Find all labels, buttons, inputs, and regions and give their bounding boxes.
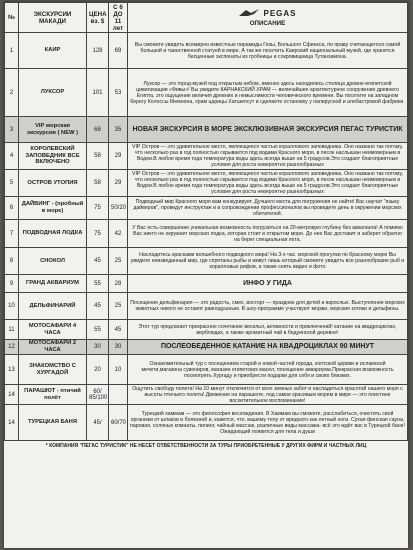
child-price: 10 [109, 355, 128, 385]
excursion-name: СНОКОЛ [19, 248, 87, 275]
adult-price: 45 [87, 293, 109, 320]
excursion-name: КАИР [19, 33, 87, 69]
table-row [5, 143, 408, 170]
excursion-description: Турецкий хаммам — это философия восхождения. В Хаммам вы сможете, расслабиться, очистить свой организм от шлаков и болезней и, кажется, что, вашему телу от вредного как летный ноги. Сухая финская сауна, паровая, соляных комнаты, пилинг, чайный массаж, различные виды массажа- всё это ждёт вас в Турецкой бане! Ожидающий появится для тела и души [128, 405, 408, 441]
excursion-name: МОТОСАФАРИ 2 ЧАСА [19, 340, 87, 355]
adult-price: 55 [87, 320, 109, 340]
description-title: ОПИСАНИЕ [249, 20, 286, 27]
col-description [128, 3, 408, 33]
row-number: 3 [5, 117, 19, 143]
excursion-name: ДАЙВИНГ - (пробный в море) [19, 197, 87, 220]
table-row [5, 405, 408, 441]
table-row [5, 197, 408, 220]
child-price: 50/20 [109, 197, 128, 220]
excursion-name: ГРАНД АКВАРИУМ [19, 275, 87, 293]
child-price: 53 [109, 69, 128, 117]
child-price: 35 [109, 117, 128, 143]
excursion-name: ПАРАШЮТ - птичий полёт [19, 385, 87, 405]
table-row [5, 248, 408, 275]
excursion-description: У Вас есть совершение уникальная возможность погрузиться на 20-метровую глубину без акваланга! А помимо Вас никто не окружает морская лодка, которая стоит в открытом море. До нее Вас доставит и заберет обратно на берег специальная яхта. [128, 220, 408, 248]
logo-text: PEGAS [263, 8, 297, 18]
row-number: 7 [5, 220, 19, 248]
pegas-logo [130, 8, 405, 18]
excursion-description: Подводный мир Красного моря вам конкурирует. Дучшего места для погружения не найти! Вас научат "языку дайверов", проведут инструктаж и в сопровождении профессионалов вы проведете день в окружении морских обитателей. [128, 197, 408, 220]
adult-price: 75 [87, 197, 109, 220]
child-price: 29 [109, 170, 128, 197]
excursion-name: МОТОСАФАРИ 4 ЧАСА [19, 320, 87, 340]
adult-price: 58 [87, 170, 109, 197]
child-price: 25 [109, 248, 128, 275]
row-number: 5 [5, 170, 19, 197]
row-number: 9 [5, 275, 19, 293]
table-row [5, 69, 408, 117]
table-row [5, 293, 408, 320]
row-number: 1 [5, 33, 19, 69]
excursion-description: VIP Остров — это удивительное место, являющееся частью кораллового заповедника. Оно названо так потому, что несколько раз в год полностью скрывается под водами Красного моря, в песок наслышан неимоверным в Водеи.В любое время года температура воды здесь всегда выше на 5 градусов.Это создает благоприятные условия для роста невероятно разнообразных [128, 143, 408, 170]
child-price: 29 [109, 143, 128, 170]
table-row [5, 355, 408, 385]
row-number: 4 [5, 143, 19, 170]
child-price: 28 [109, 275, 128, 293]
excursion-description: VIP Остров — это удивительное место, являющееся частью кораллового заповедника. Оно названо так потому, что несколько раз в год полностью скрывается под водами Красного моря, в песок наслышан неимоверным в Водеи.В любое время года температура воды здесь всегда выше на 5 градусов.Это создает благоприятные условия для роста невероятно разнообразных [128, 170, 408, 197]
pegasus-icon [238, 8, 260, 18]
excursion-description: Ощутить свободу полета! На 10 минут отключится от всех земных забот и насладиться красотой нашего моря с высоты птичьего полета! Движение на парашюте, под самое красивым морем в мире — это поистине восхитительное воспоминание! [128, 385, 408, 405]
adult-price: 45/ [87, 405, 109, 441]
child-price: 69 [109, 33, 128, 69]
excursion-description: ИНФО У ГИДА [128, 275, 408, 293]
row-number: 14 [5, 385, 19, 405]
excursion-name: ЗНАКОМСТВО С ХУРГАДОЙ [19, 355, 87, 385]
row-number: 12 [5, 340, 19, 355]
excursion-name: ОСТРОВ УТОПИЯ [19, 170, 87, 197]
row-number: 13 [5, 355, 19, 385]
child-price: 42 [109, 220, 128, 248]
adult-price: 75 [87, 220, 109, 248]
adult-price: 58 [87, 143, 109, 170]
col-num: № [5, 3, 19, 33]
excursion-name: ДЕЛЬФИНАРИЙ [19, 293, 87, 320]
adult-price: 101 [87, 69, 109, 117]
excursion-name: ЛУКСОР [19, 69, 87, 117]
table-row [5, 340, 408, 355]
excursion-name: КОРОЛЕВСКИЙ ЗАПОВЕДНИК ВСЕ ВКЛЮЧЕНО [19, 143, 87, 170]
adult-price: 20 [87, 355, 109, 385]
excursion-name: ТУРЕЦКАЯ БАНЯ [19, 405, 87, 441]
table-row [5, 220, 408, 248]
excursion-description: Луксор — это город-музей под открытым небом, именно здесь находились столица древне-египетской цивилизации «Фивы»! Вы увидите КАРНАКСКИЙ ХРАМ — величайшее архитектурное сооружение древнего Египта, это ощущение величия древних и немыслимости человеческого времени. Вы посетите на западном берегу Колоссы Мемнона, храм царицы Хатшепсут и сделаете остановку у папирусной и алебастровой фабрики. [128, 69, 408, 117]
row-number: 14 [5, 405, 19, 441]
col-child: С 6 ДО 11 лет [109, 3, 128, 33]
adult-price: 45 [87, 248, 109, 275]
excursion-description: НОВАЯ ЭКСКУРСИЯ В МОРЕ ЭКСКЛЮЗИВНАЯ ЭКСКУРСИЯ ПЕГАС ТУРИСТИК [128, 117, 408, 143]
excursion-description: Этот тур предлагает прекрасное сочетание веселья, активности и приключений! катание на квадроциклах, верблюдах, а также ароматный чай в бедуинской деревне! [128, 320, 408, 340]
col-price: ЦЕНА вз. $ [87, 3, 109, 33]
row-number: 10 [5, 293, 19, 320]
excursion-description: Посещение дельфинария — это радость, смех, восторг — праздник для детей и взрослых. Выступления морских животных никого не оставят равнодушным. В шоу-программе участвуют моржи, морские котики и дельфины. [128, 293, 408, 320]
excursion-table [4, 2, 408, 441]
table-row [5, 33, 408, 69]
table-row [5, 275, 408, 293]
adult-price: 68 [87, 117, 109, 143]
adult-price: 55 [87, 275, 109, 293]
adult-price: 30 [87, 340, 109, 355]
child-price [109, 385, 128, 405]
table-row [5, 117, 408, 143]
adult-price: 128 [87, 33, 109, 69]
table-row [5, 170, 408, 197]
adult-price: 60/ 85/100 [87, 385, 109, 405]
child-price: 45 [109, 320, 128, 340]
row-number: 11 [5, 320, 19, 340]
child-price: 60/70 [109, 405, 128, 441]
table-row [5, 320, 408, 340]
excursion-name: VIP морская экскурсия ( NEW ) [19, 117, 87, 143]
excursion-price-sheet [4, 2, 408, 548]
col-excursion: ЭКСКУРСИИ МАКАДИ [19, 3, 87, 33]
excursion-description: Насладитесь красками волшебного подводного мира! На 3-х час. морской прогулки по Красному морю Вы увидите неизведанный мир, где спрятаны рыбы и живут лишь который сможете увидеть все разнообразие рыб и коралловых рифов, а также снять видео и фото [128, 248, 408, 275]
child-price: 30 [109, 340, 128, 355]
row-number: 8 [5, 248, 19, 275]
excursion-description: Вы сможете увидеть всемирно известные пирамиды Гизы, Большого Сфинкса, по праву считающегося самой большой и таинственной статуей в мире. А так же посетить Каирский национальный музей, где хранятся бесценные экспонаты из гробницы и сокровищница Тутанхамона. [128, 33, 408, 69]
footer-note: * КОМПАНИЯ "ПЕГАС ТУРИСТИК" НЕ НЕСЕТ ОТВЕТСТВЕННОСТИ ЗА ТУРЫ ПРИОБРЕТЕННЫЕ У ДРУГИХ ФИРМ И ЧАСТНЫХ ЛИЦ [45, 443, 367, 449]
excursion-name: ПОДВОДНАЯ ЛОДКА [19, 220, 87, 248]
excursion-description: ПОСЛЕОБЕДЕННОЕ КАТАНИЕ НА КВАДРОЦИКЛАХ 90 МИНУТ [128, 340, 408, 355]
child-price: 25 [109, 293, 128, 320]
table-row [5, 385, 408, 405]
row-number: 6 [5, 197, 19, 220]
row-number: 2 [5, 69, 19, 117]
table-header [5, 3, 408, 33]
excursion-description: Ознакомительный тур с посещением старой и новой частей города, коптской церкви и исламской мечети,магазина сувениров, магазин египетских масел, посещение аквариума.Прекрасная возможность посмотреть Хургаду и приобрести подарки для себя и своих близких. [128, 355, 408, 385]
